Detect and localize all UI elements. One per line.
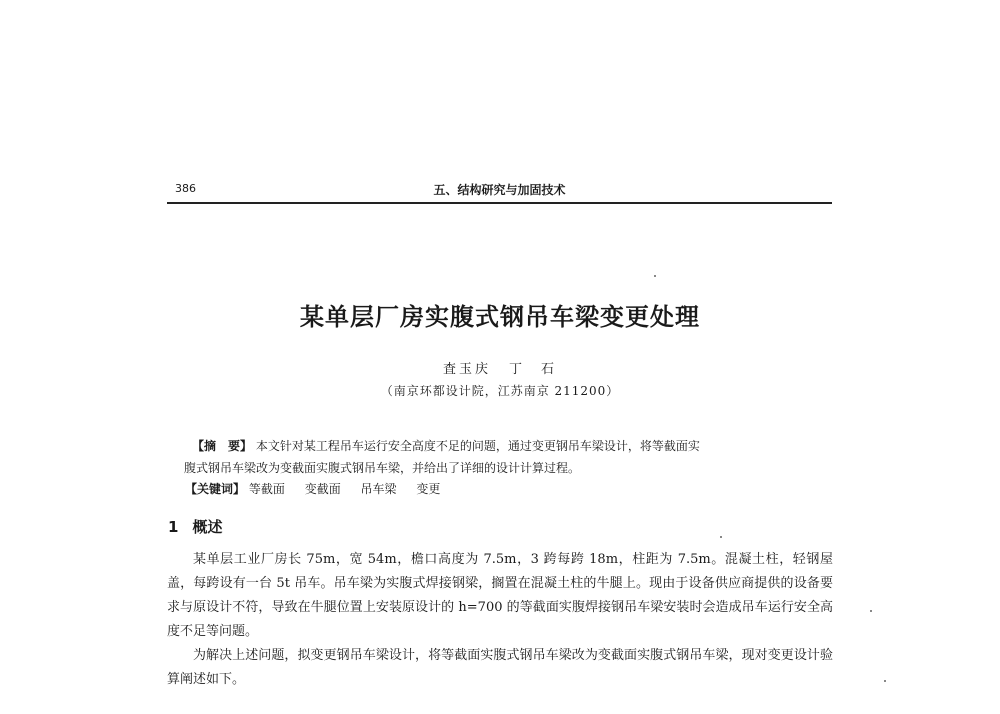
keyword: 吊车梁 bbox=[360, 482, 397, 496]
keywords-label: 【关键词】 bbox=[185, 482, 246, 496]
scan-speck bbox=[870, 610, 872, 612]
paragraph: 某单层工业厂房长 75m，宽 54m，檐口高度为 7.5m，3 跨每跨 18m，柱距为 7.5m。混凝土柱，轻钢屋盖，每跨设有一台 5t 吊车。吊车梁为实腹式焊接钢梁，搁置在混凝土柱的牛腿上。现由于设备供应商提供的设备要求与原设计不符，导致在牛腿位置上安装原设计的 h=700 的等截面实腹焊接钢吊车梁安装时会造成吊车运行安全高度不足等问题。 bbox=[167, 552, 833, 639]
scan-speck bbox=[654, 275, 656, 277]
keywords bbox=[185, 480, 825, 497]
keyword: 变截面 bbox=[304, 482, 341, 496]
abstract-text-line-1: 本文针对某工程吊车运行安全高度不足的问题，通过变更钢吊车梁设计，将等截面实 bbox=[255, 439, 700, 453]
page-header bbox=[167, 178, 832, 204]
paragraph: 为解决上述问题，拟变更钢吊车梁设计，将等截面实腹式钢吊车梁改为变截面实腹式钢吊车梁，现对变更设计验算阐述如下。 bbox=[167, 648, 833, 687]
author-first: 査玉庆 bbox=[442, 362, 491, 377]
abstract-label: 【摘 要】 bbox=[192, 439, 253, 453]
keyword: 等截面 bbox=[248, 482, 285, 496]
abstract-text-line-2: 腹式钢吊车梁改为变截面实腹式钢吊车梁，并给出了详细的设计计算过程。 bbox=[184, 461, 581, 475]
scan-speck bbox=[884, 680, 886, 682]
author-line bbox=[0, 358, 1000, 377]
section-title: 概述 bbox=[192, 518, 223, 536]
author-second: 丁 石 bbox=[509, 362, 558, 377]
paper-title: 某单层厂房实腹式钢吊车梁变更处理 bbox=[300, 303, 700, 331]
body-text bbox=[167, 548, 833, 692]
section-heading bbox=[168, 516, 222, 537]
section-number: 1 bbox=[168, 518, 179, 536]
scan-speck bbox=[720, 536, 722, 538]
affiliation: （南京环都设计院，江苏南京 211200） bbox=[380, 384, 620, 398]
page-number: 386 bbox=[175, 182, 196, 195]
keyword: 变更 bbox=[416, 482, 441, 496]
abstract bbox=[184, 435, 832, 479]
running-title: 五、结构研究与加固技术 bbox=[433, 183, 566, 197]
